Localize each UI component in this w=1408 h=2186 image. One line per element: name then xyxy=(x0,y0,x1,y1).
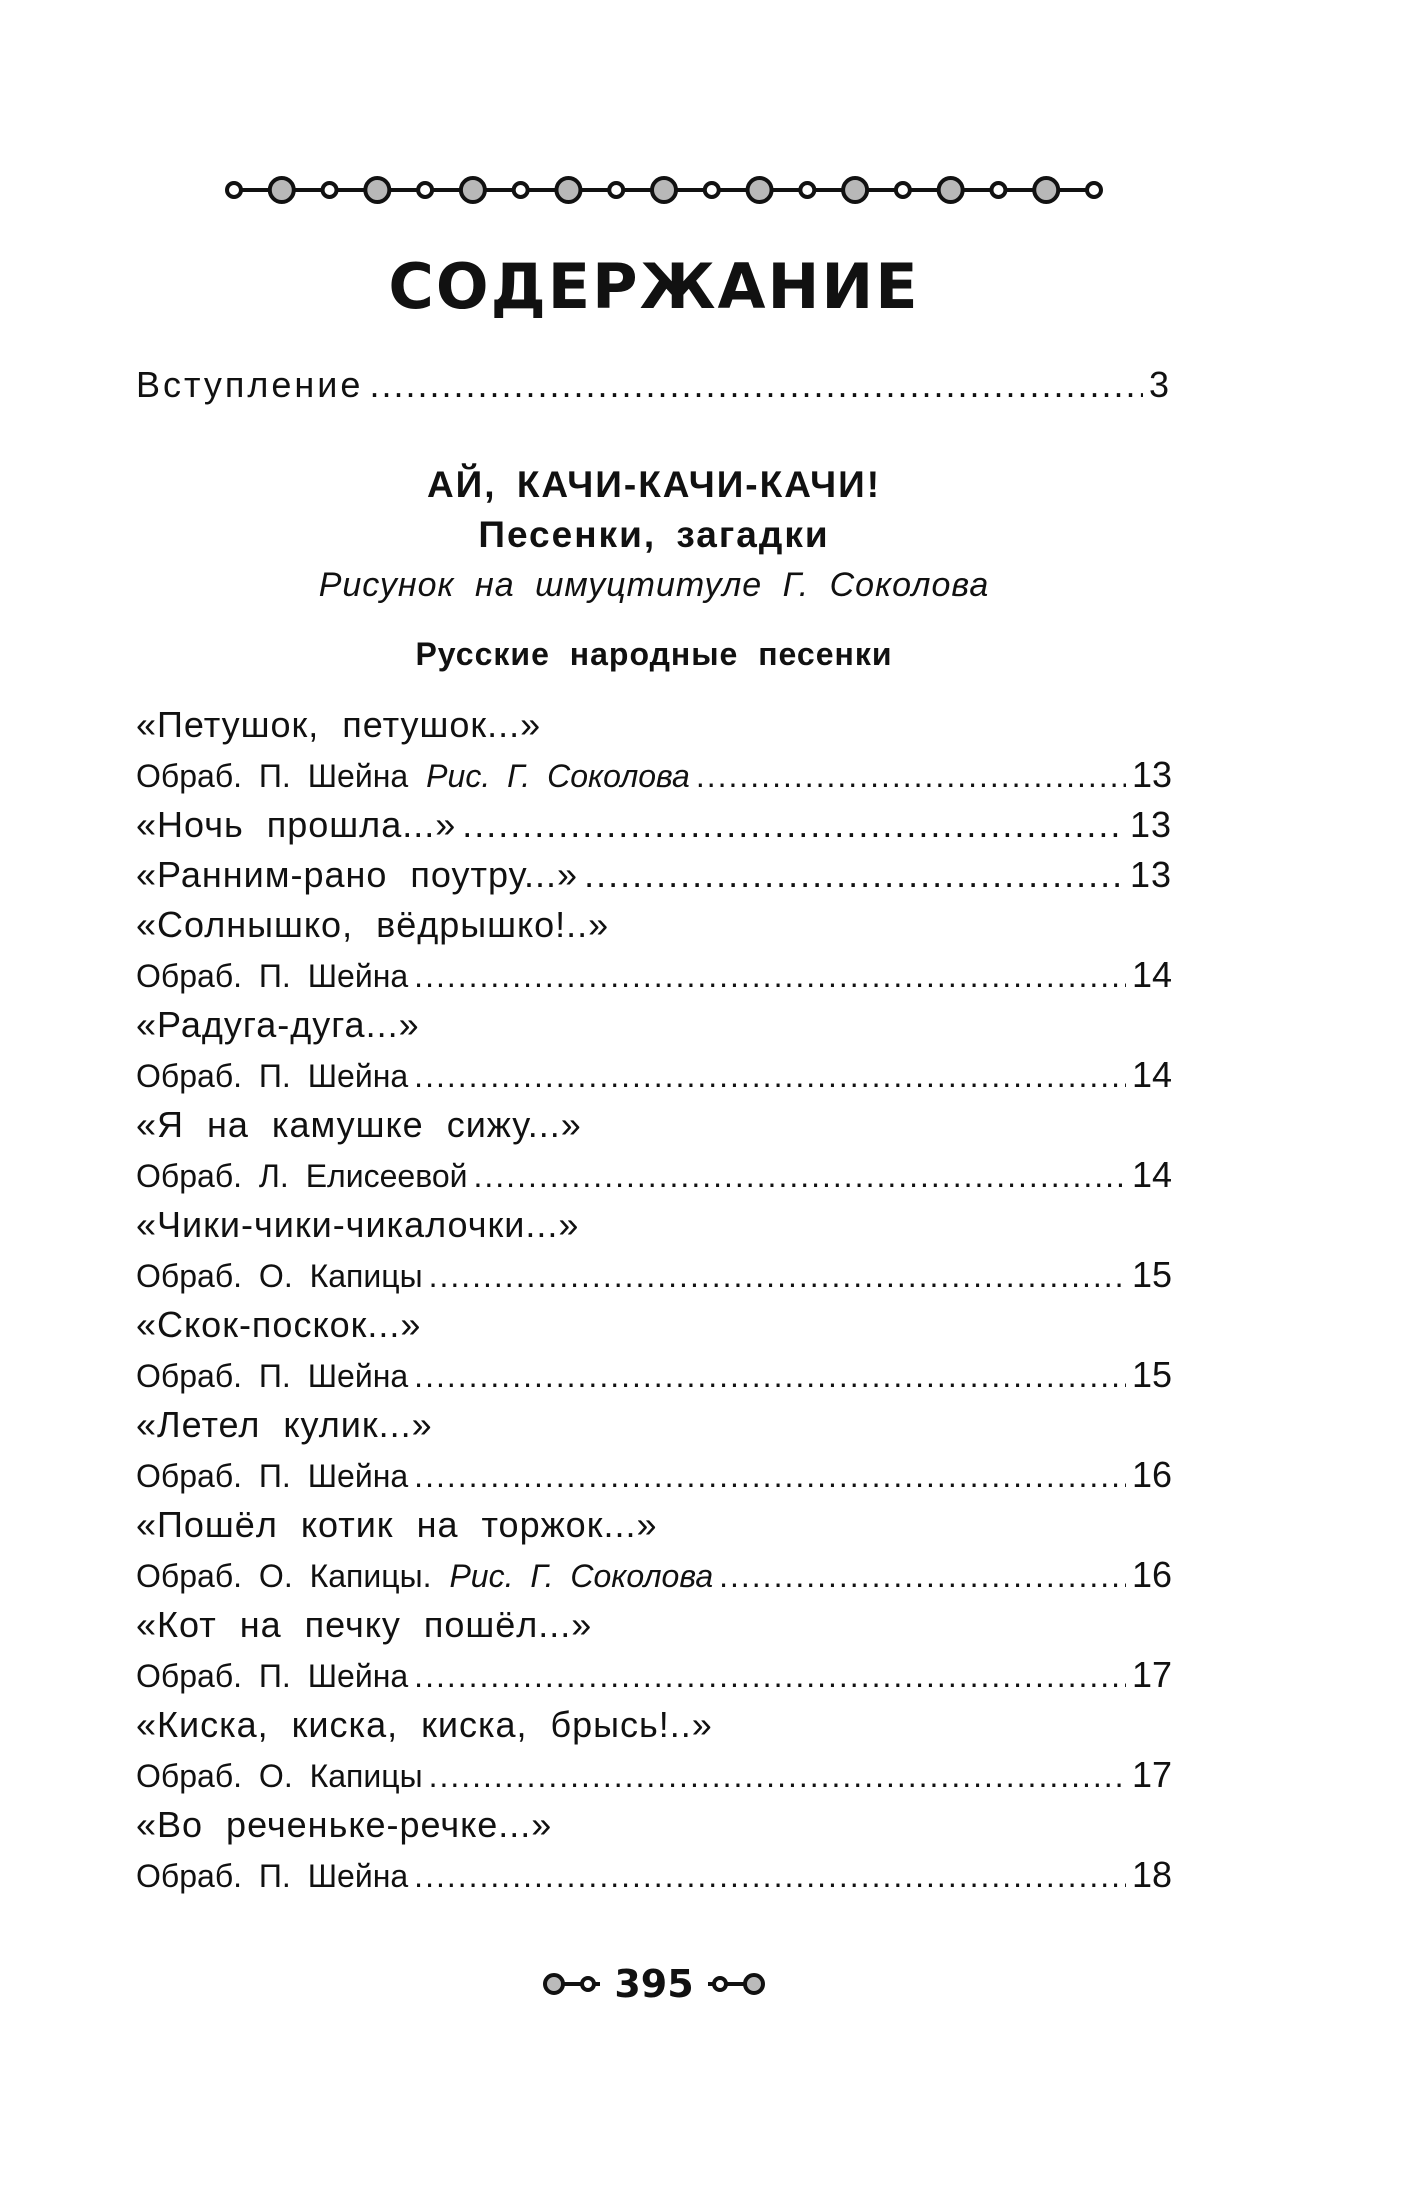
toc-entry-title[interactable] xyxy=(136,1504,1172,1554)
song-title: «Чики-чики-чикалочки...» xyxy=(136,1204,580,1245)
chain-small-bead xyxy=(514,183,528,197)
illustrator-credit: Рис. Г. Соколова xyxy=(426,758,690,794)
dot-leader xyxy=(414,1858,1126,1895)
toc-entry-introduction[interactable] xyxy=(136,364,1172,406)
dot-leader xyxy=(584,854,1124,896)
dot-leader xyxy=(696,758,1126,795)
toc-entry-credit[interactable] xyxy=(136,1054,1172,1104)
dot-leader xyxy=(429,1258,1126,1295)
chain-small-bead xyxy=(705,183,719,197)
chain-small-bead xyxy=(418,183,432,197)
adapter-credit: Обраб. П. Шейна xyxy=(136,958,409,994)
adapter-credit: Обраб. П. Шейна xyxy=(136,1658,409,1694)
chain-large-bead xyxy=(843,178,867,202)
chain-small-bead xyxy=(1087,183,1101,197)
chain-small-bead xyxy=(323,183,337,197)
decorative-chain-ornament xyxy=(224,168,1104,212)
song-title: «Во реченьке-речке...» xyxy=(136,1804,553,1845)
page-footer xyxy=(136,1954,1172,2014)
chain-small-bead xyxy=(991,183,1005,197)
left-footer-ornament xyxy=(540,1966,604,2002)
section-title: АЙ, КАЧИ-КАЧИ-КАЧИ! xyxy=(426,464,882,505)
dot-leader xyxy=(414,958,1126,995)
toc-entry-credit[interactable] xyxy=(136,1154,1172,1204)
adapter-credit: Обраб. П. Шейна xyxy=(136,1458,409,1494)
right-footer-ornament xyxy=(704,1966,768,2002)
toc-entry-credit[interactable] xyxy=(136,1854,1172,1904)
toc-entry-credit[interactable] xyxy=(136,1554,1172,1604)
toc-entry-title[interactable] xyxy=(136,904,1172,954)
toc-entry-title[interactable] xyxy=(136,1304,1172,1354)
toc-entry-title[interactable] xyxy=(136,1604,1172,1654)
toc-page-number: 13 xyxy=(1131,754,1172,795)
song-title: «Солнышко, вёдрышко!..» xyxy=(136,904,610,945)
chain-small-bead xyxy=(609,183,623,197)
chain-small-bead xyxy=(800,183,814,197)
chain-large-bead xyxy=(461,178,485,202)
chain-small-bead xyxy=(227,183,241,197)
chain-large-bead xyxy=(1034,178,1058,202)
section-illustration-note: Рисунок на шмуцтитуле Г. Соколова xyxy=(318,566,990,604)
dot-leader xyxy=(429,1758,1126,1795)
adapter-credit: Обраб. О. Капицы. xyxy=(136,1558,432,1594)
dot-leader xyxy=(414,1458,1126,1495)
toc-entry-credit[interactable] xyxy=(136,954,1172,1004)
toc-entry-title[interactable] xyxy=(136,854,1172,904)
toc-page-number: 13 xyxy=(1129,804,1172,845)
chain-small-bead xyxy=(896,183,910,197)
toc-entry-title[interactable] xyxy=(136,804,1172,854)
dot-leader xyxy=(414,1058,1126,1095)
adapter-credit: Обраб. О. Капицы xyxy=(136,1758,423,1794)
song-title: «Киска, киска, киска, брысь!..» xyxy=(136,1704,713,1745)
dot-leader xyxy=(474,1158,1126,1195)
toc-entry-title[interactable] xyxy=(136,1204,1172,1254)
adapter-credit: Обраб. П. Шейна xyxy=(136,1358,409,1394)
chain-large-bead xyxy=(365,178,389,202)
song-title: «Скок-поскок...» xyxy=(136,1304,422,1345)
chain-large-bead xyxy=(270,178,294,202)
toc-entry-credit[interactable] xyxy=(136,1454,1172,1504)
toc-entry-title[interactable] xyxy=(136,1804,1172,1854)
song-title: «Ранним-рано поутру...» xyxy=(136,854,579,895)
toc-entry-credit[interactable] xyxy=(136,1354,1172,1404)
toc-page-number: 18 xyxy=(1131,1854,1172,1895)
song-title: «Пошёл котик на торжок...» xyxy=(136,1504,658,1545)
song-title: «Радуга-дуга...» xyxy=(136,1004,420,1045)
toc-page-number: 14 xyxy=(1131,1154,1172,1195)
toc-entry-credit[interactable] xyxy=(136,1654,1172,1704)
toc-entry-list xyxy=(136,704,1172,1904)
contents-page xyxy=(136,0,1172,2186)
page-number: 395 xyxy=(614,1962,694,2006)
toc-page-number: 14 xyxy=(1131,954,1172,995)
chain-large-bead xyxy=(939,178,963,202)
toc-entry-title[interactable] xyxy=(136,1404,1172,1454)
toc-page-number: 16 xyxy=(1131,1454,1172,1495)
toc-entry-title[interactable] xyxy=(136,1004,1172,1054)
dot-leader xyxy=(462,804,1124,846)
chain-large-bead xyxy=(748,178,772,202)
toc-entry-title[interactable] xyxy=(136,704,1172,754)
adapter-credit: Обраб. П. Шейна xyxy=(136,758,409,794)
page-title: СОДЕРЖАНИЕ xyxy=(388,250,920,323)
toc-page-number: 14 xyxy=(1131,1054,1172,1095)
chain-large-bead xyxy=(652,178,676,202)
toc-entry-credit[interactable] xyxy=(136,1754,1172,1804)
toc-page-number: 15 xyxy=(1131,1354,1172,1395)
toc-entry-title[interactable] xyxy=(136,1104,1172,1154)
dot-leader xyxy=(369,364,1143,406)
toc-page-number: 13 xyxy=(1129,854,1172,895)
toc-page-number: 16 xyxy=(1131,1554,1172,1595)
adapter-credit: Обраб. П. Шейна xyxy=(136,1858,409,1894)
song-title: «Петушок, петушок...» xyxy=(136,704,542,745)
toc-entry-label: Вступление xyxy=(136,364,364,405)
song-title: «Летел кулик...» xyxy=(136,1404,433,1445)
toc-entry-credit[interactable] xyxy=(136,754,1172,804)
toc-entry-title[interactable] xyxy=(136,1704,1172,1754)
toc-page-number: 17 xyxy=(1131,1754,1172,1795)
toc-entry-credit[interactable] xyxy=(136,1254,1172,1304)
song-title: «Я на камушке сижу...» xyxy=(136,1104,582,1145)
dot-leader xyxy=(414,1658,1126,1695)
toc-page-number: 17 xyxy=(1131,1654,1172,1695)
toc-page-number: 3 xyxy=(1148,364,1172,405)
subsection-title: Русские народные песенки xyxy=(415,636,893,672)
dot-leader xyxy=(414,1358,1126,1395)
adapter-credit: Обраб. О. Капицы xyxy=(136,1258,423,1294)
song-title: «Ночь прошла...» xyxy=(136,804,457,845)
adapter-credit: Обраб. Л. Елисеевой xyxy=(136,1158,468,1194)
dot-leader xyxy=(719,1558,1126,1595)
section-subtitle: Песенки, загадки xyxy=(478,514,830,555)
illustrator-credit: Рис. Г. Соколова xyxy=(449,1558,714,1594)
adapter-credit: Обраб. П. Шейна xyxy=(136,1058,409,1094)
chain-large-bead xyxy=(556,178,580,202)
song-title: «Кот на печку пошёл...» xyxy=(136,1604,593,1645)
toc-page-number: 15 xyxy=(1131,1254,1172,1295)
